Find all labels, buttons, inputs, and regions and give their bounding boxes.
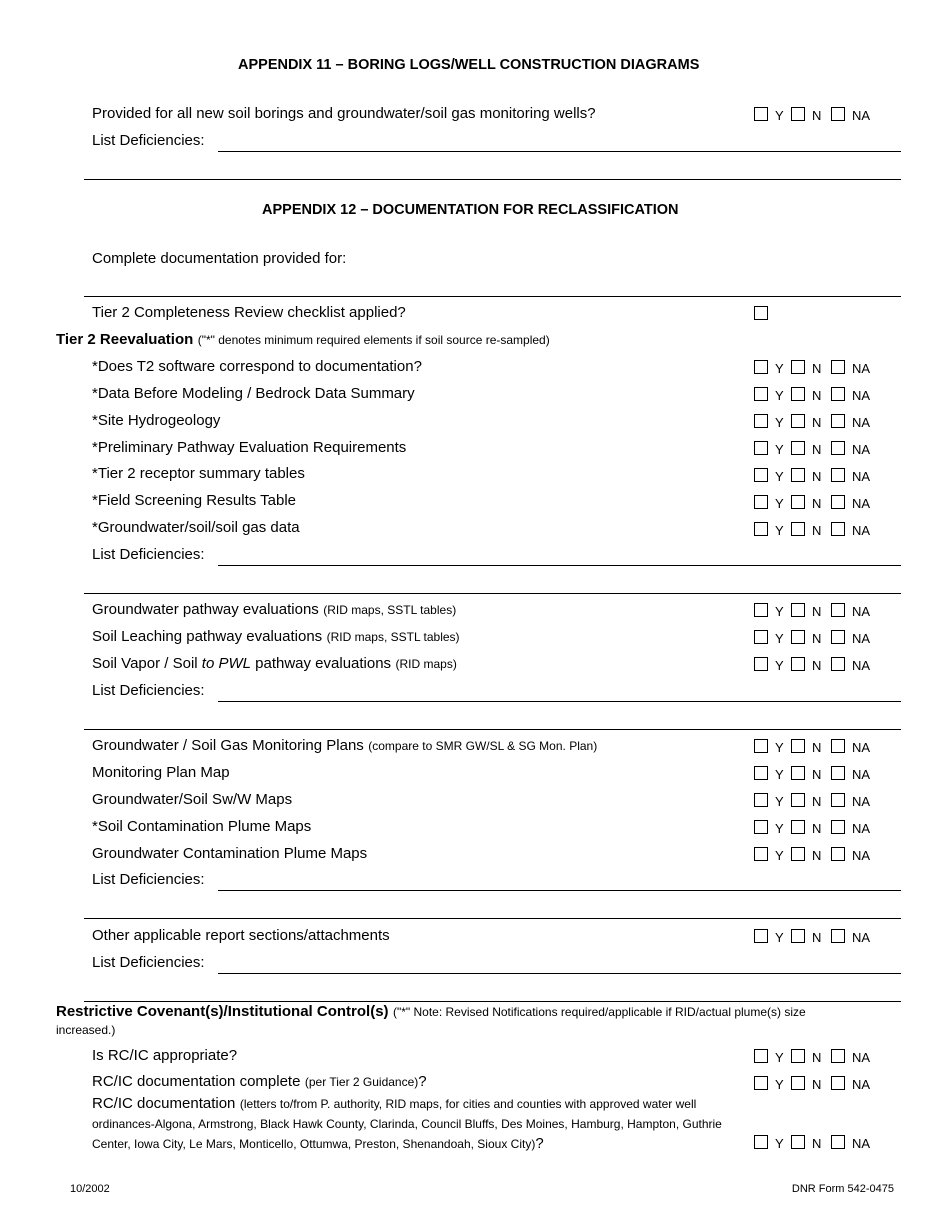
y-checkbox[interactable]	[754, 603, 768, 617]
rcic-documentation-options	[754, 1135, 904, 1151]
n-label: N	[812, 415, 822, 430]
deficiencies-label: List Deficiencies:	[92, 954, 205, 971]
reevaluation-item: *Groundwater/soil/soil gas data	[92, 519, 300, 536]
n-label: N	[812, 1136, 822, 1151]
n-checkbox[interactable]	[791, 1049, 805, 1063]
y-label: Y	[775, 631, 784, 646]
reevaluation-options	[754, 360, 904, 376]
deficiencies-label: List Deficiencies:	[92, 546, 205, 563]
rcic-documentation-note: (letters to/from P. authority, RID maps, for cities and counties with approved water well ordinances-Algona, Armstrong, Black Hawk County, Clarinda, Council Bluffs, Des Moines, Hamburg, Hampton, Guthrie Center, Iowa City, Le Mars, Monticello, Ottumwa, Preston, Shenandoah, Sioux City)	[92, 1097, 722, 1151]
monitoring-item-note: (compare to SMR GW/SL & SG Mon. Plan)	[368, 739, 598, 753]
na-label: NA	[852, 767, 871, 782]
n-label: N	[812, 767, 822, 782]
y-label: Y	[775, 767, 784, 782]
checklist-option	[754, 306, 770, 322]
other-options	[754, 929, 904, 945]
n-label: N	[812, 496, 822, 511]
na-checkbox[interactable]	[831, 847, 845, 861]
deficiencies-input-line[interactable]	[218, 565, 901, 566]
section-divider	[84, 1001, 901, 1002]
na-checkbox[interactable]	[831, 522, 845, 536]
na-label: NA	[852, 496, 871, 511]
pathway-options	[754, 630, 904, 646]
na-checkbox[interactable]	[831, 1135, 845, 1149]
y-label: Y	[775, 821, 784, 836]
y-label: Y	[775, 496, 784, 511]
question-mark: ?	[535, 1135, 544, 1152]
restrictive-title: Restrictive Covenant(s)/Institutional Control(s)	[56, 1003, 389, 1020]
n-label: N	[812, 658, 822, 673]
y-checkbox[interactable]	[754, 847, 768, 861]
na-label: NA	[852, 1050, 871, 1065]
section-divider	[84, 593, 901, 594]
monitoring-options	[754, 766, 904, 782]
y-checkbox[interactable]	[754, 630, 768, 644]
reevaluation-options	[754, 495, 904, 511]
reevaluation-item: *Site Hydrogeology	[92, 412, 221, 429]
na-checkbox[interactable]	[831, 657, 845, 671]
monitoring-options	[754, 820, 904, 836]
n-checkbox[interactable]	[791, 522, 805, 536]
pathway-item-label: Soil Vapor / Soil	[92, 655, 202, 672]
n-label: N	[812, 604, 822, 619]
section-divider	[84, 179, 901, 180]
na-checkbox[interactable]	[831, 820, 845, 834]
y-checkbox[interactable]	[754, 1076, 768, 1090]
footer-form-number: DNR Form 542-0475	[791, 1183, 894, 1195]
n-checkbox[interactable]	[791, 820, 805, 834]
n-checkbox[interactable]	[791, 793, 805, 807]
na-label: NA	[852, 361, 871, 376]
rcic-documentation-question	[92, 1094, 732, 1154]
na-checkbox[interactable]	[831, 360, 845, 374]
n-checkbox[interactable]	[791, 468, 805, 482]
monitoring-options	[754, 847, 904, 863]
y-checkbox[interactable]	[754, 739, 768, 753]
rcic-appropriate-options	[754, 1049, 904, 1065]
n-label: N	[812, 361, 822, 376]
y-checkbox[interactable]	[754, 495, 768, 509]
y-label: Y	[775, 523, 784, 538]
pathway-options	[754, 657, 904, 673]
na-checkbox[interactable]	[831, 441, 845, 455]
checklist-checkbox[interactable]	[754, 306, 768, 320]
deficiencies-input-line[interactable]	[218, 701, 901, 702]
na-label: NA	[852, 523, 871, 538]
n-label: N	[812, 523, 822, 538]
y-label: Y	[775, 442, 784, 457]
y-checkbox[interactable]	[754, 387, 768, 401]
na-checkbox[interactable]	[831, 739, 845, 753]
y-checkbox[interactable]	[754, 468, 768, 482]
y-checkbox[interactable]	[754, 441, 768, 455]
tier2-reevaluation-title: Tier 2 Reevaluation	[56, 331, 194, 348]
y-checkbox[interactable]	[754, 107, 768, 121]
na-label: NA	[852, 469, 871, 484]
na-checkbox[interactable]	[831, 495, 845, 509]
rcic-appropriate-question: Is RC/IC appropriate?	[92, 1047, 238, 1064]
na-label: NA	[852, 794, 871, 809]
y-checkbox[interactable]	[754, 522, 768, 536]
y-checkbox[interactable]	[754, 793, 768, 807]
na-label: NA	[852, 631, 871, 646]
na-label: NA	[852, 658, 871, 673]
y-checkbox[interactable]	[754, 657, 768, 671]
y-checkbox[interactable]	[754, 820, 768, 834]
y-checkbox[interactable]	[754, 360, 768, 374]
pathway-item-label: Groundwater pathway evaluations	[92, 601, 319, 618]
na-checkbox[interactable]	[831, 929, 845, 943]
n-checkbox[interactable]	[791, 739, 805, 753]
n-label: N	[812, 108, 822, 123]
other-item: Other applicable report sections/attachments	[92, 927, 390, 944]
n-label: N	[812, 930, 822, 945]
pathway-item	[92, 628, 460, 646]
monitoring-options	[754, 793, 904, 809]
n-label: N	[812, 1077, 822, 1092]
y-label: Y	[775, 740, 784, 755]
n-checkbox[interactable]	[791, 657, 805, 671]
rcic-complete-question	[92, 1073, 427, 1091]
na-checkbox[interactable]	[831, 1049, 845, 1063]
n-checkbox[interactable]	[791, 847, 805, 861]
question-mark: ?	[418, 1073, 427, 1090]
y-label: Y	[775, 1077, 784, 1092]
na-label: NA	[852, 388, 871, 403]
pathway-item-label: Soil Leaching pathway evaluations	[92, 628, 323, 645]
reevaluation-options	[754, 522, 904, 538]
pathway-item-note: (RID maps, SSTL tables)	[326, 630, 460, 644]
y-label: Y	[775, 361, 784, 376]
n-checkbox[interactable]	[791, 441, 805, 455]
monitoring-item-label: Monitoring Plan Map	[92, 764, 230, 781]
deficiencies-label: List Deficiencies:	[92, 132, 205, 149]
n-checkbox[interactable]	[791, 107, 805, 121]
n-label: N	[812, 388, 822, 403]
y-label: Y	[775, 1136, 784, 1151]
n-checkbox[interactable]	[791, 360, 805, 374]
tier2-reevaluation-header	[56, 331, 550, 349]
deficiencies-label: List Deficiencies:	[92, 871, 205, 888]
appendix-11-options	[754, 107, 904, 123]
tier2-reevaluation-note: ("*" denotes minimum required elements if soil source re-sampled)	[197, 333, 550, 347]
footer-date: 10/2002	[70, 1183, 110, 1195]
deficiencies-label: List Deficiencies:	[92, 682, 205, 699]
restrictive-note: ("*" Note: Revised Notifications required/applicable if RID/actual plume(s) size increased.)	[56, 1005, 806, 1037]
y-label: Y	[775, 604, 784, 619]
restrictive-header	[56, 1003, 856, 1039]
deficiencies-input-line[interactable]	[218, 151, 901, 152]
n-label: N	[812, 469, 822, 484]
reevaluation-item: *Tier 2 receptor summary tables	[92, 465, 305, 482]
appendix-12-title: APPENDIX 12 – DOCUMENTATION FOR RECLASSIFICATION	[262, 202, 679, 218]
na-checkbox[interactable]	[831, 630, 845, 644]
reevaluation-options	[754, 468, 904, 484]
reevaluation-item: *Field Screening Results Table	[92, 492, 297, 509]
y-label: Y	[775, 1050, 784, 1065]
n-label: N	[812, 821, 822, 836]
rcic-complete-note: (per Tier 2 Guidance)	[304, 1075, 419, 1089]
reevaluation-options	[754, 441, 904, 457]
n-checkbox[interactable]	[791, 766, 805, 780]
na-label: NA	[852, 821, 871, 836]
n-label: N	[812, 442, 822, 457]
rcic-documentation-label: RC/IC documentation	[92, 1095, 236, 1112]
monitoring-item-label: Groundwater Contamination Plume Maps	[92, 845, 368, 862]
reevaluation-item: *Data Before Modeling / Bedrock Data Summary	[92, 385, 415, 402]
n-label: N	[812, 848, 822, 863]
n-checkbox[interactable]	[791, 495, 805, 509]
na-label: NA	[852, 415, 871, 430]
monitoring-options	[754, 739, 904, 755]
reevaluation-item: *Does T2 software correspond to documentation?	[92, 358, 422, 375]
pathway-options	[754, 603, 904, 619]
na-label: NA	[852, 1077, 871, 1092]
n-checkbox[interactable]	[791, 603, 805, 617]
na-label: NA	[852, 1136, 871, 1151]
na-label: NA	[852, 930, 871, 945]
na-label: NA	[852, 604, 871, 619]
n-checkbox[interactable]	[791, 929, 805, 943]
n-label: N	[812, 631, 822, 646]
n-label: N	[812, 794, 822, 809]
y-label: Y	[775, 930, 784, 945]
reevaluation-options	[754, 414, 904, 430]
checklist-question: Tier 2 Completeness Review checklist applied?	[92, 304, 406, 321]
monitoring-item-label: *Soil Contamination Plume Maps	[92, 818, 312, 835]
appendix-11-question: Provided for all new soil borings and groundwater/soil gas monitoring wells?	[92, 105, 596, 122]
section-divider	[84, 296, 901, 297]
y-checkbox[interactable]	[754, 1049, 768, 1063]
pathway-item-note: (RID maps)	[395, 657, 457, 671]
n-label: N	[812, 740, 822, 755]
reevaluation-item: *Preliminary Pathway Evaluation Requirements	[92, 439, 407, 456]
y-checkbox[interactable]	[754, 929, 768, 943]
n-label: N	[812, 1050, 822, 1065]
deficiencies-input-line[interactable]	[218, 890, 901, 891]
n-checkbox[interactable]	[791, 630, 805, 644]
n-checkbox[interactable]	[791, 1135, 805, 1149]
n-checkbox[interactable]	[791, 1076, 805, 1090]
na-checkbox[interactable]	[831, 107, 845, 121]
section-divider	[84, 729, 901, 730]
na-checkbox[interactable]	[831, 603, 845, 617]
y-label: Y	[775, 388, 784, 403]
y-label: Y	[775, 794, 784, 809]
y-label: Y	[775, 848, 784, 863]
n-checkbox[interactable]	[791, 387, 805, 401]
pathway-item-label-italic: to PWL	[201, 655, 251, 672]
y-label: Y	[775, 469, 784, 484]
na-checkbox[interactable]	[831, 1076, 845, 1090]
na-label: NA	[852, 848, 871, 863]
appendix-11-title: APPENDIX 11 – BORING LOGS/WELL CONSTRUCTION DIAGRAMS	[238, 57, 700, 73]
na-label: NA	[852, 442, 871, 457]
monitoring-item	[92, 737, 597, 755]
y-checkbox[interactable]	[754, 766, 768, 780]
y-label: Y	[775, 415, 784, 430]
y-checkbox[interactable]	[754, 414, 768, 428]
rcic-complete-options	[754, 1076, 904, 1092]
pathway-item	[92, 655, 457, 673]
documentation-intro: Complete documentation provided for:	[92, 250, 347, 267]
y-label: Y	[775, 658, 784, 673]
na-checkbox[interactable]	[831, 387, 845, 401]
na-checkbox[interactable]	[831, 414, 845, 428]
rcic-complete-label: RC/IC documentation complete	[92, 1073, 301, 1090]
na-checkbox[interactable]	[831, 468, 845, 482]
deficiencies-input-line[interactable]	[218, 973, 901, 974]
pathway-item	[92, 601, 456, 619]
n-checkbox[interactable]	[791, 414, 805, 428]
na-label: NA	[852, 108, 871, 123]
na-checkbox[interactable]	[831, 793, 845, 807]
na-checkbox[interactable]	[831, 766, 845, 780]
monitoring-item-label: Groundwater / Soil Gas Monitoring Plans	[92, 737, 364, 754]
reevaluation-options	[754, 387, 904, 403]
section-divider	[84, 918, 901, 919]
monitoring-item-label: Groundwater/Soil Sw/W Maps	[92, 791, 293, 808]
pathway-item-note: (RID maps, SSTL tables)	[323, 603, 457, 617]
y-label: Y	[775, 108, 784, 123]
na-label: NA	[852, 740, 871, 755]
pathway-item-label-end: pathway evaluations	[250, 655, 392, 672]
y-checkbox[interactable]	[754, 1135, 768, 1149]
